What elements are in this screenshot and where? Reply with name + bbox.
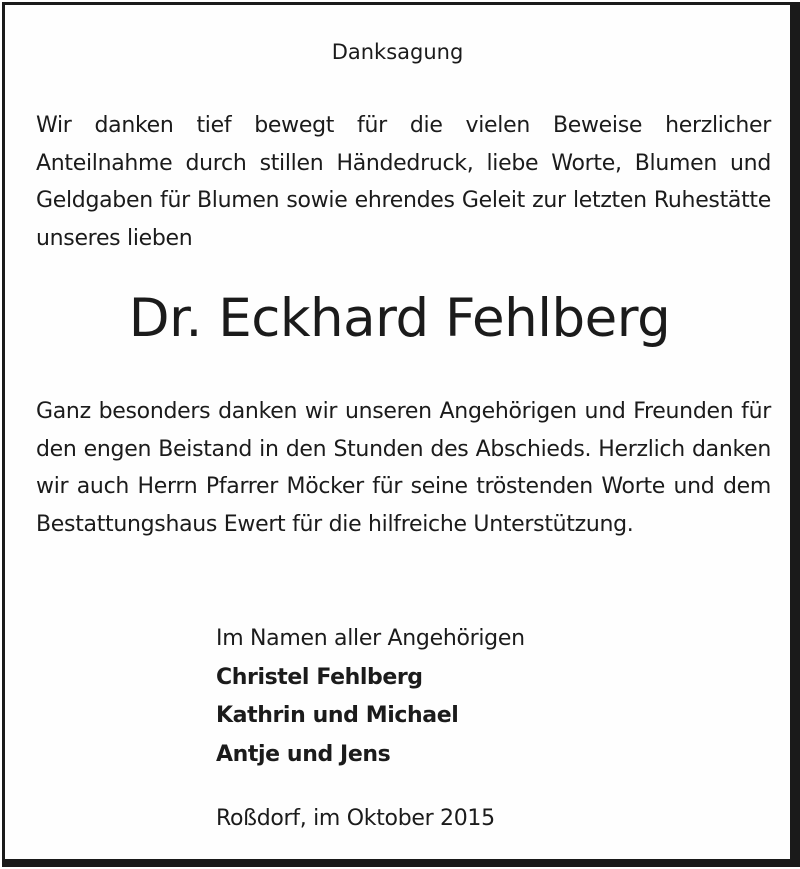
signatory-2: Kathrin und Michael: [216, 703, 459, 728]
signatory-1: Christel Fehlberg: [216, 664, 423, 690]
notice-heading: Danksagung: [331, 40, 464, 64]
signature-block: [216, 620, 525, 774]
signature-intro: Im Namen aller Angehörigen: [216, 626, 525, 651]
deceased-name: Dr. Eckhard Fehlberg: [128, 288, 671, 349]
obituary-content: [36, 5, 771, 859]
obituary-card: [2, 2, 800, 867]
thanks-paragraph-1: Wir danken tief bewegt für die vielen Beweise herzlicher Anteilnahme durch stillen Händedruck, liebe Worte, Blumen und Geldgaben für Blumen sowie ehrendes Geleit zur letzten Ruhestätte unseres lieben: [36, 113, 771, 251]
signatory-3: Antje und Jens: [216, 741, 391, 767]
thanks-paragraph-2: Ganz besonders danken wir unseren Angehörigen und Freunden für den engen Beistand in den Stunden des Abschieds. Herzlich danken wir auch Herrn Pfarrer Möcker für seine tröstenden Worte und dem Bestattungshaus Ewert für die hilfreiche Unterstützung.: [36, 399, 771, 537]
place-date: Roßdorf, im Oktober 2015: [216, 806, 495, 831]
